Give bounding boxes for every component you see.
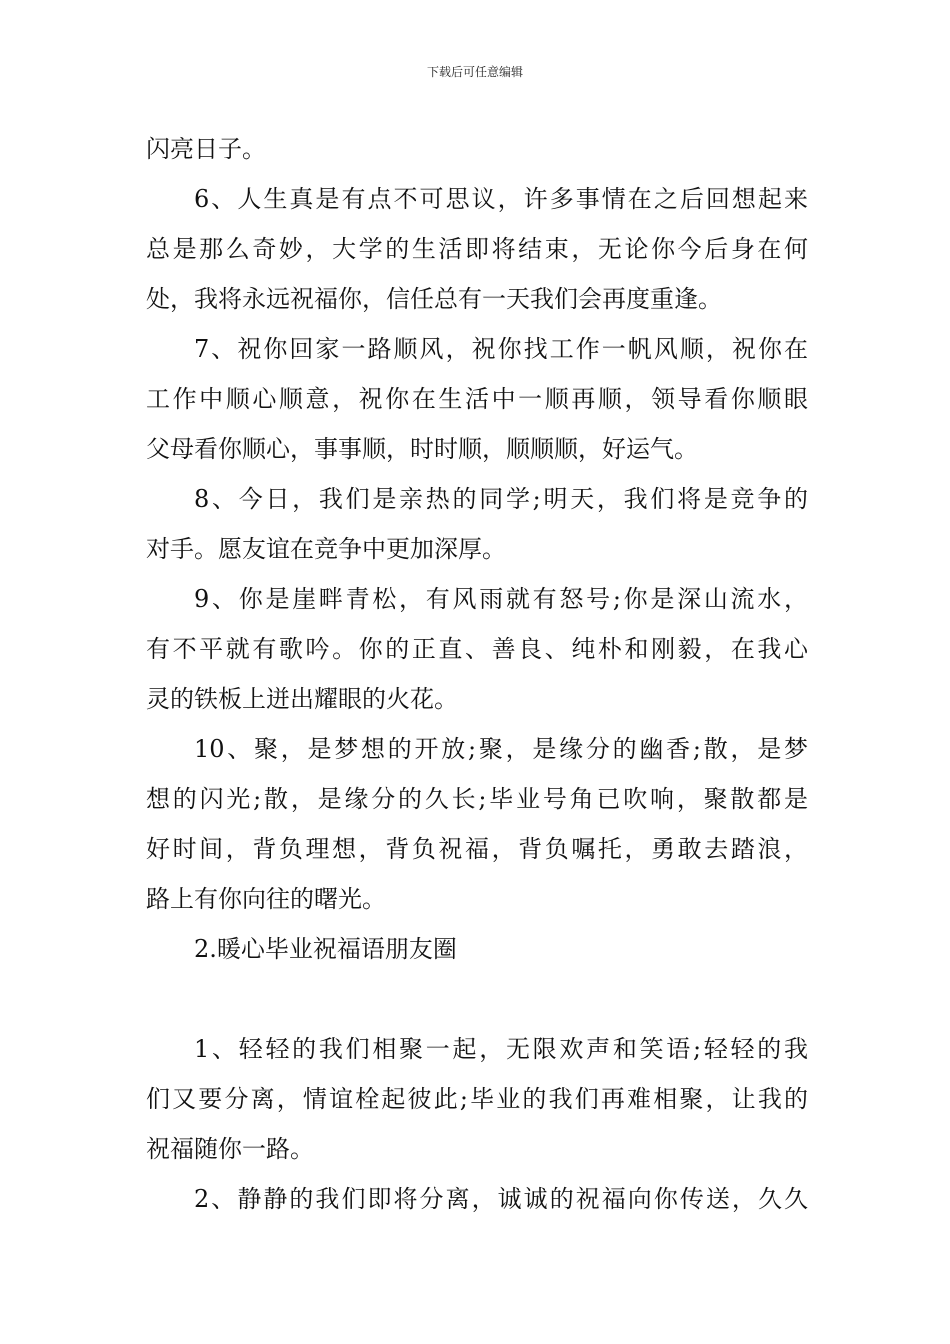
paragraph-line: 对手。愿友谊在竞争中更加深厚。 xyxy=(146,535,506,563)
page-header: 下载后可任意编辑 xyxy=(426,65,523,79)
paragraph-line: 总是那么奇妙，大学的生活即将结束，无论你今后身在何 xyxy=(146,235,808,263)
paragraph-line: 工作中顺心顺意，祝你在生活中一顺再顺，领导看你顺眼 xyxy=(146,385,808,413)
paragraph-first-line: 8、今日，我们是亲热的同学;明天，我们将是竞争的 xyxy=(194,485,808,513)
paragraph-line: 有不平就有歌吟。你的正直、善良、纯朴和刚毅，在我心 xyxy=(146,635,808,663)
paragraph-first-line: 2、静静的我们即将分离，诚诚的祝福向你传送，久久 xyxy=(194,1185,808,1213)
document-body xyxy=(146,124,808,1224)
paragraph-line: 路上有你向往的曙光。 xyxy=(146,885,386,913)
paragraph-first-line: 6、人生真是有点不可思议，许多事情在之后回想起来 xyxy=(194,185,808,213)
paragraph-first-line: 1、轻轻的我们相聚一起，无限欢声和笑语;轻轻的我 xyxy=(194,1035,808,1063)
paragraph-line: 们又要分离，情谊栓起彼此;毕业的我们再难相聚，让我的 xyxy=(146,1085,808,1113)
paragraph-line: 处，我将永远祝福你，信任总有一天我们会再度重逢。 xyxy=(146,285,722,313)
paragraph-line: 祝福随你一路。 xyxy=(146,1135,314,1163)
paragraph-line: 好时间，背负理想，背负祝福，背负嘱托，勇敢去踏浪， xyxy=(146,835,808,863)
paragraph-line: 闪亮日子。 xyxy=(146,135,266,163)
paragraph-first-line: 7、祝你回家一路顺风，祝你找工作一帆风顺，祝你在 xyxy=(194,335,808,363)
paragraph-line: 灵的铁板上迸出耀眼的火花。 xyxy=(146,685,458,713)
paragraph-first-line: 2.暖心毕业祝福语朋友圈 xyxy=(194,935,457,963)
paragraph-first-line: 10、聚，是梦想的开放;聚，是缘分的幽香;散，是梦 xyxy=(194,735,808,763)
paragraph-gap xyxy=(146,974,808,1024)
paragraph-first-line: 9、你是崖畔青松，有风雨就有怒号;你是深山流水， xyxy=(194,585,808,613)
paragraph-line: 想的闪光;散，是缘分的久长;毕业号角已吹响，聚散都是 xyxy=(146,785,808,813)
paragraph-line: 父母看你顺心，事事顺，时时顺，顺顺顺，好运气。 xyxy=(146,435,698,463)
